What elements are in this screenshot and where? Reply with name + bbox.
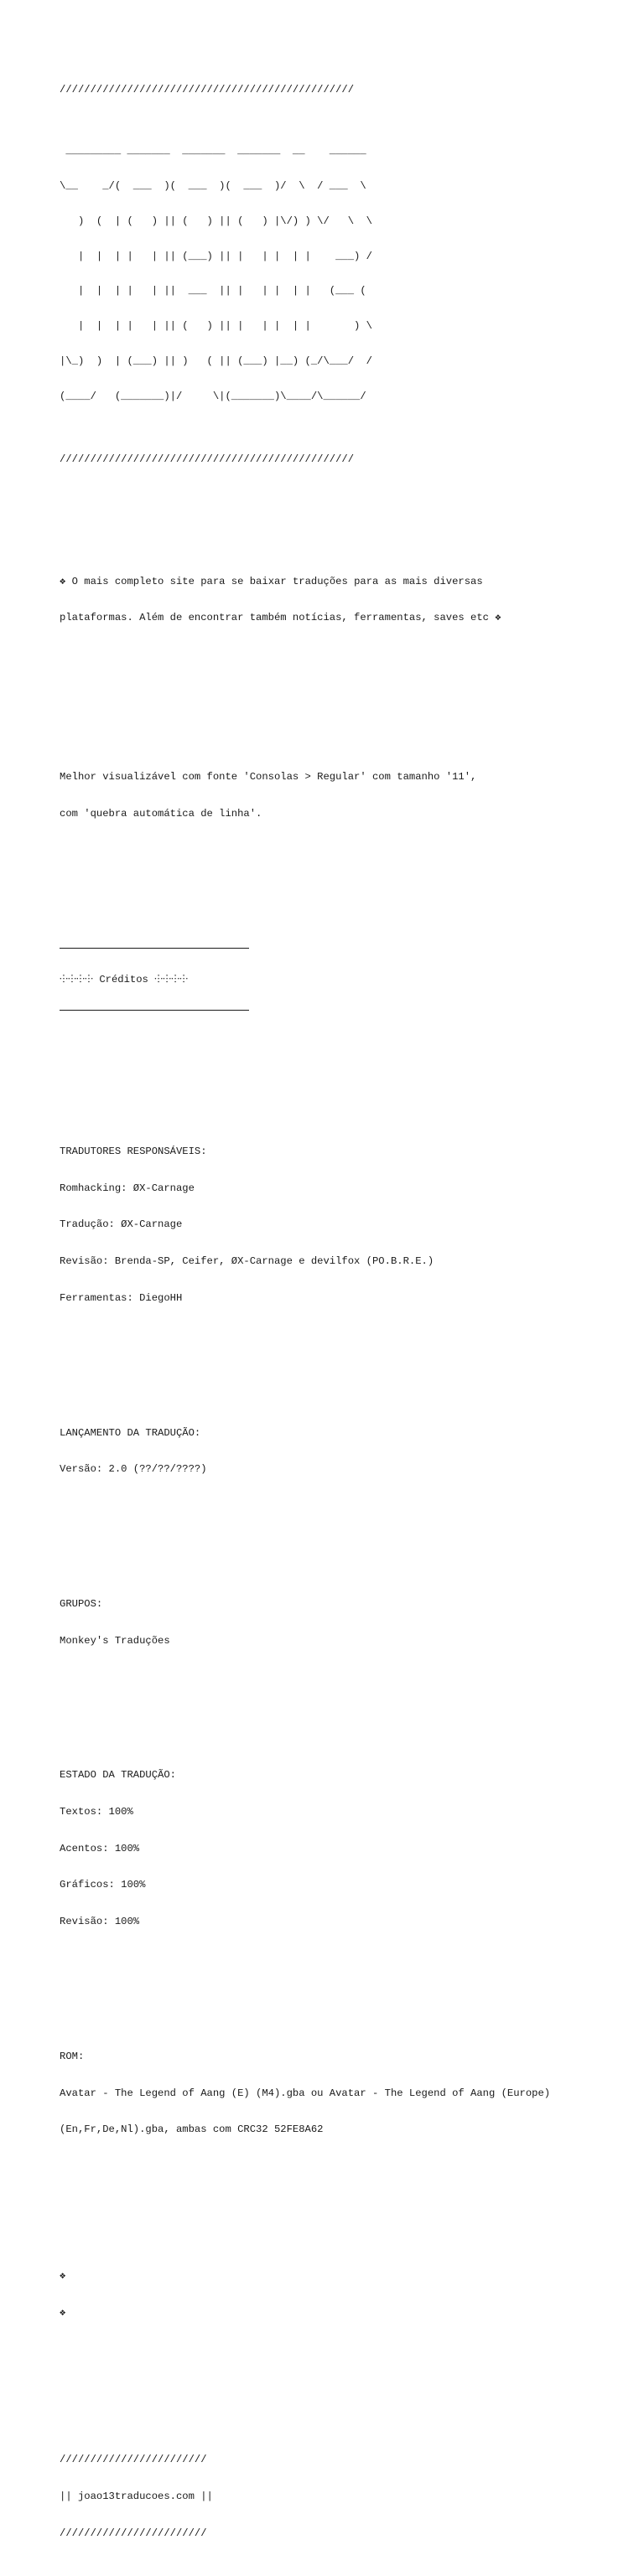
release-section bbox=[60, 1402, 630, 1500]
credit-line: Ferramentas: DiegoHH bbox=[60, 1291, 183, 1304]
credit-line: Romhacking: ØX-Carnage bbox=[60, 1182, 195, 1194]
status-line: Textos: 100% bbox=[60, 1805, 133, 1818]
slash-divider-bottom: //////////////////////////////////////////////// bbox=[60, 453, 355, 465]
section-heading: TRADUTORES RESPONSÁVEIS: bbox=[60, 1145, 207, 1157]
font-note-line: com 'quebra automática de linha'. bbox=[60, 807, 262, 820]
status-section bbox=[60, 1745, 630, 1953]
ascii-logo-line: _________ _______ _______ _______ __ ______ bbox=[60, 145, 379, 158]
ascii-logo bbox=[60, 123, 630, 426]
status-line: Revisão: 100% bbox=[60, 1916, 140, 1928]
group-name: Monkey's Traduções bbox=[60, 1634, 170, 1647]
rom-line: Avatar - The Legend of Aang (E) (M4).gba ou Avatar - The Legend of Aang (Europe) bbox=[60, 2087, 551, 2099]
rom-line: (En,Fr,De,Nl).gba, ambas com CRC32 52FE8A62 bbox=[60, 2123, 324, 2136]
credits-title: ⸭⸭⸭⸭ Créditos ⸭⸭⸭⸭ bbox=[60, 973, 189, 985]
intro-paragraph bbox=[60, 551, 630, 649]
section-heading: LANÇAMENTO DA TRADUÇÃO: bbox=[60, 1426, 201, 1439]
font-note bbox=[60, 747, 630, 845]
ascii-logo-line: \__ _/( ___ )( ___ )( ___ )/ \ / ___ \ bbox=[60, 179, 372, 192]
translators-section bbox=[60, 1121, 630, 1329]
intro-line: ❖ O mais completo site para se baixar traduções para as mais diversas bbox=[60, 575, 483, 587]
bullet-glyph: ❖ bbox=[60, 2307, 66, 2320]
footer-signature bbox=[60, 2429, 630, 2564]
status-line: Acentos: 100% bbox=[60, 1842, 140, 1854]
bullet-glyph: ❖ bbox=[60, 2270, 66, 2283]
footer-site: || joao13traducoes.com || bbox=[60, 2491, 213, 2503]
ascii-logo-line: |\_) ) | (___) || ) ( || (___) |__) (_/\___/ / bbox=[60, 354, 372, 367]
version-line: Versão: 2.0 (??/??/????) bbox=[60, 1463, 207, 1476]
credits-header bbox=[60, 918, 630, 1035]
bullet-markers bbox=[60, 2246, 630, 2344]
credit-line: Tradução: ØX-Carnage bbox=[60, 1218, 183, 1231]
slash-divider-top: //////////////////////////////////////////////// bbox=[60, 84, 355, 96]
ascii-logo-line: | | | | | || ( ) || | | | | | ) \ bbox=[60, 320, 372, 333]
section-heading: ROM: bbox=[60, 2050, 85, 2062]
footer-slash-bottom: //////////////////////// bbox=[60, 2527, 207, 2539]
ascii-logo-line: (____/ (_______)|/ \|(_______)\____/\______/ bbox=[60, 390, 372, 402]
document-body bbox=[60, 59, 630, 2576]
credits-rule-bottom bbox=[60, 1010, 249, 1011]
font-note-line: Melhor visualizável com fonte 'Consolas > Regular' com tamanho '11', bbox=[60, 771, 477, 784]
section-heading: GRUPOS: bbox=[60, 1597, 103, 1610]
credit-line: Revisão: Brenda-SP, Ceifer, ØX-Carnage e devilfox (PO.B.R.E.) bbox=[60, 1255, 434, 1268]
credits-rule-top bbox=[60, 948, 249, 949]
footer-slash-top: //////////////////////// bbox=[60, 2454, 207, 2466]
groups-section bbox=[60, 1574, 630, 1672]
intro-line: plataformas. Além de encontrar também notícias, ferramentas, saves etc ❖ bbox=[60, 612, 501, 624]
status-line: Gráficos: 100% bbox=[60, 1879, 146, 1891]
rom-section bbox=[60, 2026, 630, 2161]
ascii-logo-line: | | | | | || (___) || | | | | | ___) / bbox=[60, 250, 372, 262]
ascii-logo-line: ) ( | ( ) || ( ) || ( ) |\/) ) \/ \ \ bbox=[60, 215, 372, 227]
ascii-logo-line: | | | | | || ___ || | | | | | (___ ( bbox=[60, 285, 372, 297]
section-heading: ESTADO DA TRADUÇÃO: bbox=[60, 1769, 176, 1782]
